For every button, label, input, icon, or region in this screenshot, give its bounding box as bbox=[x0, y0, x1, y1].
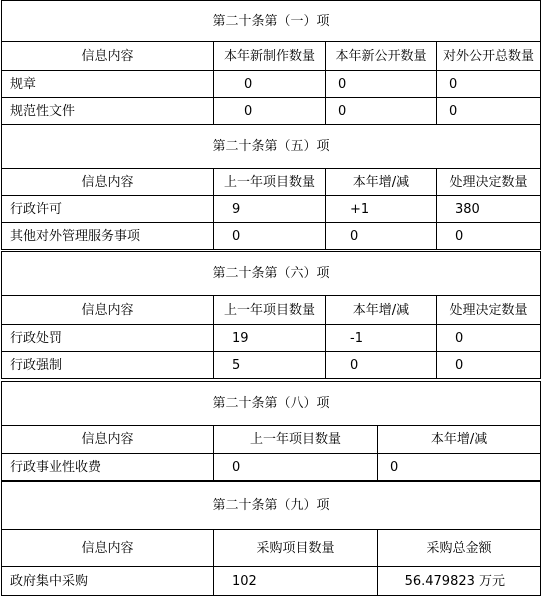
column-header: 本年增/减 bbox=[326, 169, 437, 196]
table-article-20-item-9 bbox=[1, 481, 541, 596]
table-article-20-item-5 bbox=[1, 124, 541, 250]
table-article-20-item-1 bbox=[1, 0, 541, 125]
cell-value: 0 bbox=[437, 98, 541, 125]
row-label: 其他对外管理服务事项 bbox=[2, 223, 214, 250]
cell-value: 0 bbox=[326, 223, 437, 250]
cell-value: 0 bbox=[214, 223, 326, 250]
column-header: 采购总金额 bbox=[378, 530, 541, 567]
cell-value: -1 bbox=[326, 325, 437, 352]
row-label: 行政强制 bbox=[2, 352, 214, 379]
section-title: 第二十条第（九）项 bbox=[2, 482, 541, 530]
column-header: 信息内容 bbox=[2, 530, 214, 567]
column-header: 采购项目数量 bbox=[214, 530, 378, 567]
cell-value: 5 bbox=[214, 352, 326, 379]
section-title: 第二十条第（一）项 bbox=[2, 1, 541, 42]
cell-value: 0 bbox=[378, 454, 541, 481]
cell-value: 9 bbox=[214, 196, 326, 223]
cell-value: 0 bbox=[437, 325, 541, 352]
column-header: 处理决定数量 bbox=[437, 169, 541, 196]
cell-value: +1 bbox=[326, 196, 437, 223]
column-header: 本年新制作数量 bbox=[214, 42, 326, 71]
cell-value: 56.479823 万元 bbox=[378, 567, 541, 596]
row-label: 政府集中采购 bbox=[2, 567, 214, 596]
cell-value: 102 bbox=[214, 567, 378, 596]
column-header: 上一年项目数量 bbox=[214, 296, 326, 325]
section-title: 第二十条第（五）项 bbox=[2, 125, 541, 169]
cell-value: 0 bbox=[326, 98, 437, 125]
column-header: 上一年项目数量 bbox=[214, 169, 326, 196]
row-label: 行政许可 bbox=[2, 196, 214, 223]
cell-value: 0 bbox=[326, 71, 437, 98]
column-header: 信息内容 bbox=[2, 296, 214, 325]
section-title: 第二十条第（八）项 bbox=[2, 382, 541, 426]
column-header: 本年增/减 bbox=[326, 296, 437, 325]
column-header: 本年新公开数量 bbox=[326, 42, 437, 71]
column-header: 信息内容 bbox=[2, 42, 214, 71]
cell-value: 0 bbox=[437, 352, 541, 379]
cell-value: 0 bbox=[214, 454, 378, 481]
cell-value: 0 bbox=[437, 223, 541, 250]
cell-value: 0 bbox=[214, 98, 326, 125]
table-article-20-item-8 bbox=[1, 381, 541, 481]
column-header: 信息内容 bbox=[2, 169, 214, 196]
cell-value: 19 bbox=[214, 325, 326, 352]
cell-value: 0 bbox=[437, 71, 541, 98]
column-header: 对外公开总数量 bbox=[437, 42, 541, 71]
section-title: 第二十条第（六）项 bbox=[2, 252, 541, 296]
table-article-20-item-6 bbox=[1, 251, 541, 379]
column-header: 本年增/减 bbox=[378, 426, 541, 454]
row-label: 行政处罚 bbox=[2, 325, 214, 352]
column-header: 处理决定数量 bbox=[437, 296, 541, 325]
cell-value: 0 bbox=[326, 352, 437, 379]
column-header: 上一年项目数量 bbox=[214, 426, 378, 454]
cell-value: 380 bbox=[437, 196, 541, 223]
row-label: 行政事业性收费 bbox=[2, 454, 214, 481]
column-header: 信息内容 bbox=[2, 426, 214, 454]
cell-value: 0 bbox=[214, 71, 326, 98]
row-label: 规章 bbox=[2, 71, 214, 98]
row-label: 规范性文件 bbox=[2, 98, 214, 125]
